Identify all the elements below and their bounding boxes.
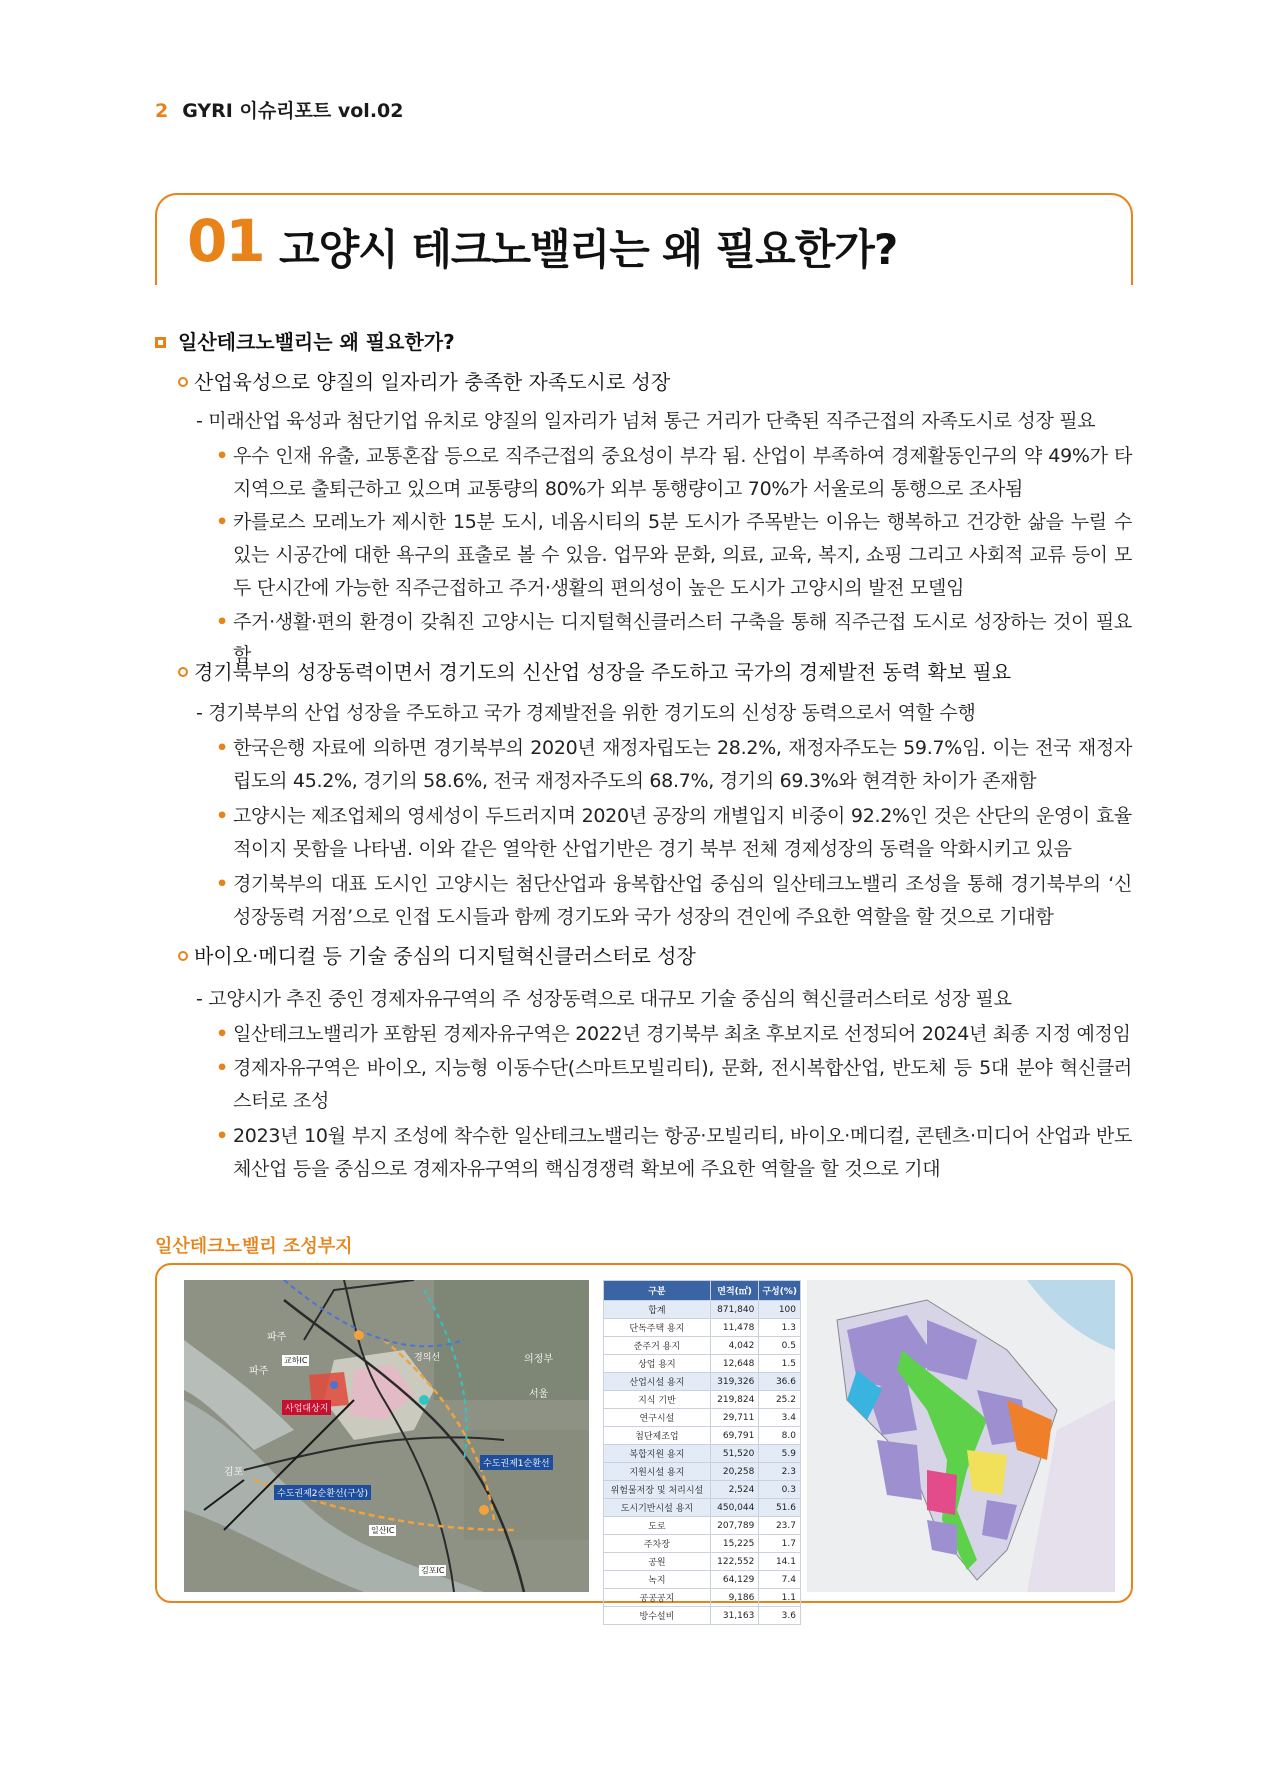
table-cell: 14.1 [759, 1553, 801, 1571]
map-label-ring-line: 수도권제1순환선 [480, 1455, 553, 1470]
table-cell: 1.1 [759, 1589, 801, 1607]
bullet-item: • 경제자유구역은 바이오, 지능형 이동수단(스마트모빌리티), 문화, 전시복합산업, 반도체 등 5대 분야 혁신클러스터로 조성 [216, 1057, 1132, 1112]
chapter-title: 고양시 테크노밸리는 왜 필요한가? [279, 225, 898, 274]
table-cell: 1.3 [759, 1319, 801, 1337]
table-cell: 1.5 [759, 1355, 801, 1373]
bullet-item: • 카를로스 모레노가 제시한 15분 도시, 네옴시티의 5분 도시가 주목받는 이유는 행복하고 건강한 삶을 누릴 수 있는 시공간에 대한 욕구의 표출로 볼 수 있음. 업무와 문화, 의료, 교육, 복지, 쇼핑 그리고 사회적 교류 등이 모두 단시간에 가능한 직주근접하고 주거·생활의 편의성이 높은 도시가 고양시의 발전 모델임 [216, 511, 1132, 599]
table-cell: 합계 [604, 1301, 711, 1319]
table-cell: 준주거 용지 [604, 1337, 711, 1355]
table-cell: 5.9 [759, 1445, 801, 1463]
table-cell: 복합지원 용지 [604, 1445, 711, 1463]
bullet-item: • 한국은행 자료에 의하면 경기북부의 2020년 재정자립도는 28.2%, 재정자주도는 59.7%임. 이는 전국 재정자립도의 45.2%, 경기의 58.6%, 전국 재정자주도의 68.7%, 경기의 69.3%와 현격한 차이가 존재함 [216, 737, 1132, 792]
bullet-item: • 일산테크노밸리가 포함된 경제자유구역은 2022년 경기북부 최초 후보지로 선정되어 2024년 최종 지정 예정임 [216, 1023, 1131, 1045]
table-cell: 20,258 [710, 1463, 759, 1481]
map-label-uijeongbu: 의정부 [524, 1354, 553, 1365]
site-plan-map [807, 1280, 1115, 1592]
table-row [604, 1463, 801, 1481]
table-row [604, 1409, 801, 1427]
table-cell: 31,163 [710, 1607, 759, 1625]
table-header: 구성(%) [759, 1281, 801, 1301]
table-row [604, 1445, 801, 1463]
bullet-item: • 경기북부의 대표 도시인 고양시는 첨단산업과 융복합산업 중심의 일산테크노밸리 조성을 통해 경기북부의 ‘신성장동력 거점’으로 인접 도시들과 함께 경기도와 국가 성장의 견인에 주요한 역할을 할 것으로 기대함 [216, 873, 1132, 928]
table-cell: 4,042 [710, 1337, 759, 1355]
table-row [604, 1391, 801, 1409]
circle-bullet-icon [178, 377, 188, 387]
regional-map-graphic [184, 1280, 589, 1592]
table-cell: 7.4 [759, 1571, 801, 1589]
map-label-site: 사업대상지 [282, 1400, 331, 1415]
table-cell: 15,225 [710, 1535, 759, 1553]
table-row [604, 1553, 801, 1571]
table-cell: 도로 [604, 1517, 711, 1535]
chapter-title-box [155, 193, 1133, 285]
figure-frame [155, 1263, 1133, 1622]
regional-map [184, 1280, 589, 1592]
bullet-item: • 고양시는 제조업체의 영세성이 두드러지며 2020년 공장의 개별입지 비중이 92.2%인 것은 산단의 운영이 효율적이지 못함을 나타냄. 이와 같은 열악한 산업기반은 경기 북부 전체 경제성장의 동력을 악화시키고 있음 [216, 805, 1132, 860]
table-row [604, 1589, 801, 1607]
subheading-3: 바이오·메디컬 등 기술 중심의 디지털혁신클러스터로 성장 [178, 940, 696, 969]
table-cell: 69,791 [710, 1427, 759, 1445]
table-cell: 단독주택 용지 [604, 1319, 711, 1337]
map-label-metro-line: 수도권제2순환선(구상) [274, 1485, 371, 1500]
table-row [604, 1535, 801, 1553]
bullet-item: • 2023년 10월 부지 조성에 착수한 일산테크노밸리는 항공·모빌리티, 바이오·메디컬, 콘텐츠·미디어 산업과 반도체산업 등을 중심으로 경제자유구역의 핵심경쟁력 확보에 주요한 역할을 할 것으로 기대 [216, 1125, 1132, 1180]
table-cell: 3.6 [759, 1607, 801, 1625]
table-cell: 공공공지 [604, 1589, 711, 1607]
map-label-gimpo-ic: 김포IC [421, 1566, 445, 1575]
table-cell: 3.4 [759, 1409, 801, 1427]
page-header [155, 96, 403, 123]
table-cell: 207,789 [710, 1517, 759, 1535]
report-title: GYRI 이슈리포트 vol.02 [182, 100, 404, 122]
map-label-seoul: 서울 [529, 1389, 549, 1400]
table-cell: 2.3 [759, 1463, 801, 1481]
table-cell: 도시기반시설 용지 [604, 1499, 711, 1517]
dash-line-3: - 고양시가 추진 중인 경제자유구역의 주 성장동력으로 대규모 기술 중심의 혁신클러스터로 성장 필요 [196, 988, 1012, 1010]
table-cell: 29,711 [710, 1409, 759, 1427]
square-bullet-icon [155, 337, 166, 348]
circle-bullet-icon [178, 667, 188, 677]
table-cell: 지식 기반 [604, 1391, 711, 1409]
table-cell: 51.6 [759, 1499, 801, 1517]
table-cell: 25.2 [759, 1391, 801, 1409]
table-row [604, 1301, 801, 1319]
table-row [604, 1337, 801, 1355]
figure-caption: 일산테크노밸리 조성부지 [155, 1236, 353, 1257]
table-cell: 100 [759, 1301, 801, 1319]
table-cell: 11,478 [710, 1319, 759, 1337]
bullet-item: • 우수 인재 유출, 교통혼잡 등으로 직주근접의 중요성이 부각 됨. 산업이 부족하여 경제활동인구의 약 49%가 타지역으로 출퇴근하고 있으며 교통량의 80%가 외부 통행량이고 70%가 서울로의 통행으로 조사됨 [216, 445, 1132, 500]
table-cell: 122,552 [710, 1553, 759, 1571]
site-plan-graphic [807, 1280, 1115, 1592]
page-number: 2 [155, 100, 169, 122]
dash-line-2: - 경기북부의 산업 성장을 주도하고 국가 경제발전을 위한 경기도의 신성장 동력으로서 역할 수행 [196, 702, 976, 724]
table-cell: 871,840 [710, 1301, 759, 1319]
map-label-gyoha-ic: 교하IC [284, 1356, 308, 1365]
table-cell: 첨단제조업 [604, 1427, 711, 1445]
subheading-2: 경기북부의 성장동력이면서 경기도의 신산업 성장을 주도하고 국가의 경제발전 동력 확보 필요 [178, 656, 1011, 685]
table-row [604, 1319, 801, 1337]
table-cell: 23.7 [759, 1517, 801, 1535]
table-cell: 공원 [604, 1553, 711, 1571]
table-header: 구분 [604, 1281, 711, 1301]
map-label-gimpo: 김포 [224, 1467, 244, 1478]
table-row [604, 1517, 801, 1535]
map-label-ilsan-ic: 일산IC [371, 1526, 395, 1535]
table-cell: 8.0 [759, 1427, 801, 1445]
chapter-number: 01 [187, 207, 264, 275]
table-row [604, 1607, 801, 1625]
table-cell: 산업시설 용지 [604, 1373, 711, 1391]
table-cell: 0.5 [759, 1337, 801, 1355]
table-header-row [604, 1281, 801, 1301]
land-use-table [603, 1280, 801, 1625]
section-title: 일산테크노밸리는 왜 필요한가? [178, 330, 455, 354]
table-row [604, 1571, 801, 1589]
table-cell: 2,524 [710, 1481, 759, 1499]
table-cell: 1.7 [759, 1535, 801, 1553]
section-heading [155, 326, 455, 355]
table-cell: 방수설비 [604, 1607, 711, 1625]
table-cell: 녹지 [604, 1571, 711, 1589]
subheading-1: 산업육성으로 양질의 일자리가 충족한 자족도시로 성장 [178, 366, 670, 395]
dash-line-1: - 미래산업 육성과 첨단기업 유치로 양질의 일자리가 넘쳐 통근 거리가 단축된 직주근접의 자족도시로 성장 필요 [196, 410, 1096, 432]
table-row [604, 1499, 801, 1517]
bullet-item: • 주거·생활·편의 환경이 갖춰진 고양시는 디지털혁신클러스터 구축을 통해 직주근접 도시로 성장하는 것이 필요함 [216, 611, 1132, 666]
table-row [604, 1373, 801, 1391]
table-cell: 319,326 [710, 1373, 759, 1391]
map-label-gyeongui: 경의선 [414, 1353, 441, 1363]
table-row [604, 1427, 801, 1445]
table-cell: 9,186 [710, 1589, 759, 1607]
table-cell: 450,044 [710, 1499, 759, 1517]
table-cell: 연구시설 [604, 1409, 711, 1427]
table-cell: 12,648 [710, 1355, 759, 1373]
table-cell: 219,824 [710, 1391, 759, 1409]
table-cell: 64,129 [710, 1571, 759, 1589]
table-row [604, 1481, 801, 1499]
map-label-paju: 파주 [267, 1332, 287, 1343]
table-cell: 지원시설 용지 [604, 1463, 711, 1481]
table-header: 면적(㎡) [710, 1281, 759, 1301]
table-cell: 상업 용지 [604, 1355, 711, 1373]
map-label-paju2: 파주 [249, 1366, 269, 1377]
table-cell: 36.6 [759, 1373, 801, 1391]
table-cell: 위험물저장 및 처리시설 [604, 1481, 711, 1499]
table-cell: 51,520 [710, 1445, 759, 1463]
table-row [604, 1355, 801, 1373]
table-cell: 주차장 [604, 1535, 711, 1553]
table-cell: 0.3 [759, 1481, 801, 1499]
circle-bullet-icon [178, 951, 188, 961]
